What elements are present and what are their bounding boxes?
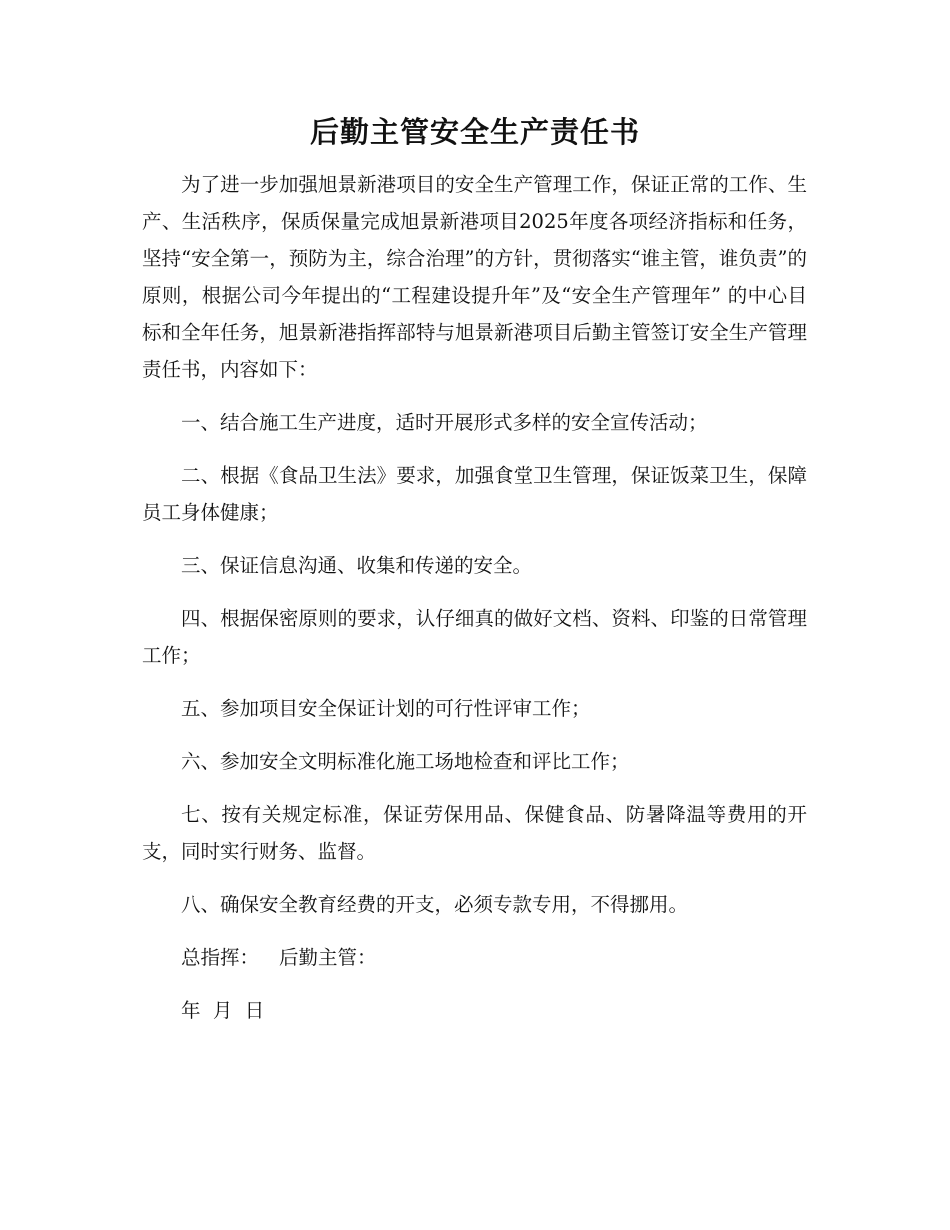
clause-8: 八、确保安全教育经费的开支，必须专款专用，不得挪用。 xyxy=(181,893,689,916)
logistics-manager-signature-label: 后勤主管： xyxy=(279,946,377,969)
clause-4: 四、根据保密原则的要求，认仔细真的做好文档、资料、印鉴的日常管理工作； xyxy=(142,607,807,667)
clause-5: 五、参加项目安全保证计划的可行性评审工作； xyxy=(181,697,591,720)
clause-6: 六、参加安全文明标准化施工场地检查和评比工作； xyxy=(181,750,630,773)
clause-3: 三、保证信息沟通、收集和传递的安全。 xyxy=(181,554,533,577)
intro-paragraph: 为了进一步加强旭景新港项目的安全生产管理工作，保证正常的工作、生产、生活秩序，保质保量完成旭景新港项目2025年度各项经济指标和任务，坚持“安全第一，预防为主，综合治理”的方针，贯彻落实“谁主管，谁负责”的原则，根据公司今年提出的“工程建设提升年”及“安全生产管理年” 的中心目标和全年任务，旭景新港指挥部特与旭景新港项目后勤主管签订安全生产管理责任书，内容如下： xyxy=(142,173,807,381)
clause-7: 七、按有关规定标准，保证劳保用品、保健食品、防暑降温等费用的开支，同时实行财务、监督。 xyxy=(142,803,807,863)
signature-line xyxy=(142,939,807,976)
commander-signature-label: 总指挥： xyxy=(181,946,260,969)
document-body xyxy=(142,166,807,1029)
clause-1: 一、结合施工生产进度，适时开展形式多样的安全宣传活动； xyxy=(181,411,708,434)
date-line: 年 月 日 xyxy=(181,999,265,1022)
clause-2: 二、根据《食品卫生法》要求，加强食堂卫生管理，保证饭菜卫生，保障员工身体健康； xyxy=(142,464,807,524)
document-title: 后勤主管安全生产责任书 xyxy=(309,115,640,149)
